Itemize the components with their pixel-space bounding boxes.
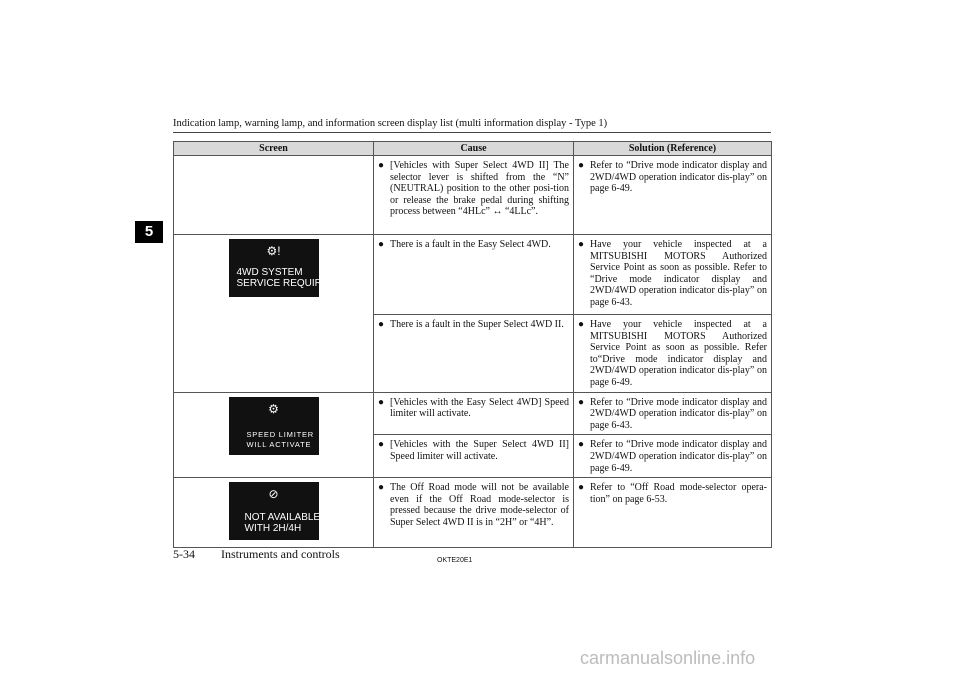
4wd-warning-icon: ⚙!	[266, 244, 281, 258]
display-line-1: 4WD SYSTEM	[236, 267, 303, 278]
column-header-screen: Screen	[174, 142, 374, 156]
section-title: Instruments and controls	[221, 547, 340, 561]
column-header-solution: Solution (Reference)	[574, 142, 772, 156]
screen-cell	[174, 235, 374, 393]
display-line-1: SPEED LIMITER	[246, 429, 314, 439]
solution-cell	[574, 156, 772, 235]
solution-cell	[574, 392, 772, 435]
solution-text: Refer to “Drive mode indicator display and 2WD/4WD operation indicator dis-play” on page 6-49.	[590, 439, 767, 474]
document-code: OKTE20E1	[437, 557, 473, 564]
display-list-table	[173, 141, 772, 548]
table-row	[174, 156, 772, 235]
screen-cell	[174, 392, 374, 478]
cause-cell	[374, 315, 574, 393]
bullet-icon: ●	[378, 482, 385, 494]
watermark-link[interactable]: carmanualsonline.info	[580, 648, 756, 668]
bullet-icon: ●	[378, 160, 385, 171]
page-number: 5-34	[173, 547, 195, 561]
bullet-icon: ●	[378, 396, 385, 408]
cause-cell	[374, 156, 574, 235]
4wd-service-required-display	[229, 239, 336, 297]
bullet-icon: ●	[578, 239, 585, 250]
bullet-icon: ●	[578, 439, 585, 451]
display-line-2: SERVICE REQUIRED	[236, 278, 336, 289]
table-row	[174, 235, 772, 315]
cause-text: [Vehicles with the Easy Select 4WD] Speed limiter will activate.	[390, 396, 569, 420]
screen-cell-empty	[174, 156, 374, 235]
table-row	[174, 478, 772, 548]
display-line-1: NOT AVAILABLE	[244, 512, 321, 524]
cause-text: The Off Road mode will not be available even if the Off Road mode-selector is pressed because the drive mode-selector of Super Select 4WD II is in “2H” or “4H”.	[390, 482, 569, 528]
solution-text: Have your vehicle inspected at a MITSUBISHI MOTORS Authorized Service Point as soon as possible. Refer to “Drive mode indicator display and 2WD/4WD operation indicator dis-play” on page 6-43.	[590, 239, 767, 308]
solution-cell	[574, 435, 772, 478]
solution-cell	[574, 478, 772, 548]
screen-cell	[174, 478, 374, 548]
solution-text: Refer to “Off Road mode-selector opera-tion” on page 6-53.	[590, 482, 767, 505]
cause-text: [Vehicles with Super Select 4WD II] The selector lever is shifted from the “N” (NEUTRAL) position to the other posi-tion or release the brake pedal during shifting process between “4HLc” ↔ “4LLc”.	[390, 160, 569, 218]
bullet-icon: ●	[378, 239, 385, 250]
not-available-display	[229, 482, 319, 540]
solution-cell	[574, 235, 772, 315]
cause-cell	[374, 478, 574, 548]
page-header-title: Indication lamp, warning lamp, and information screen display list (multi information display - Type 1)	[173, 118, 608, 129]
bullet-icon: ●	[578, 319, 585, 330]
solution-text: Refer to “Drive mode indicator display and 2WD/4WD operation indicator dis-play” on page 6-49.	[590, 160, 767, 195]
cause-cell	[374, 235, 574, 315]
table-row	[174, 392, 772, 435]
display-line-2: WITH 2H/4H	[244, 523, 302, 535]
header-divider	[173, 132, 771, 133]
cause-text: There is a fault in the Super Select 4WD II.	[390, 319, 564, 330]
solution-cell	[574, 315, 772, 393]
bullet-icon: ●	[578, 482, 585, 494]
4wd-drivetrain-icon: ⚙	[268, 401, 279, 416]
solution-text: Refer to “Drive mode indicator display and 2WD/4WD operation indicator dis-play” on page 6-43.	[590, 396, 767, 431]
solution-text: Have your vehicle inspected at a MITSUBISHI MOTORS Authorized Service Point as soon as possible. Refer to“Drive mode indicator display and 2WD/4WD operation indicator dis-play” on page 6-49.	[590, 319, 767, 388]
bullet-icon: ●	[578, 160, 585, 171]
bullet-icon: ●	[378, 319, 385, 330]
cause-text: [Vehicles with the Super Select 4WD II] Speed limiter will activate.	[390, 439, 569, 462]
table-header-row	[174, 142, 772, 156]
display-line-2: WILL ACTIVATE	[246, 439, 312, 449]
off-road-unavailable-icon: ⊘	[268, 487, 279, 502]
speed-limiter-display	[229, 397, 319, 455]
cause-cell	[374, 392, 574, 435]
column-header-cause: Cause	[374, 142, 574, 156]
chapter-tab: 5	[135, 221, 163, 243]
bullet-icon: ●	[578, 396, 585, 408]
cause-cell	[374, 435, 574, 478]
cause-text: There is a fault in the Easy Select 4WD.	[390, 239, 551, 250]
bullet-icon: ●	[378, 439, 385, 451]
